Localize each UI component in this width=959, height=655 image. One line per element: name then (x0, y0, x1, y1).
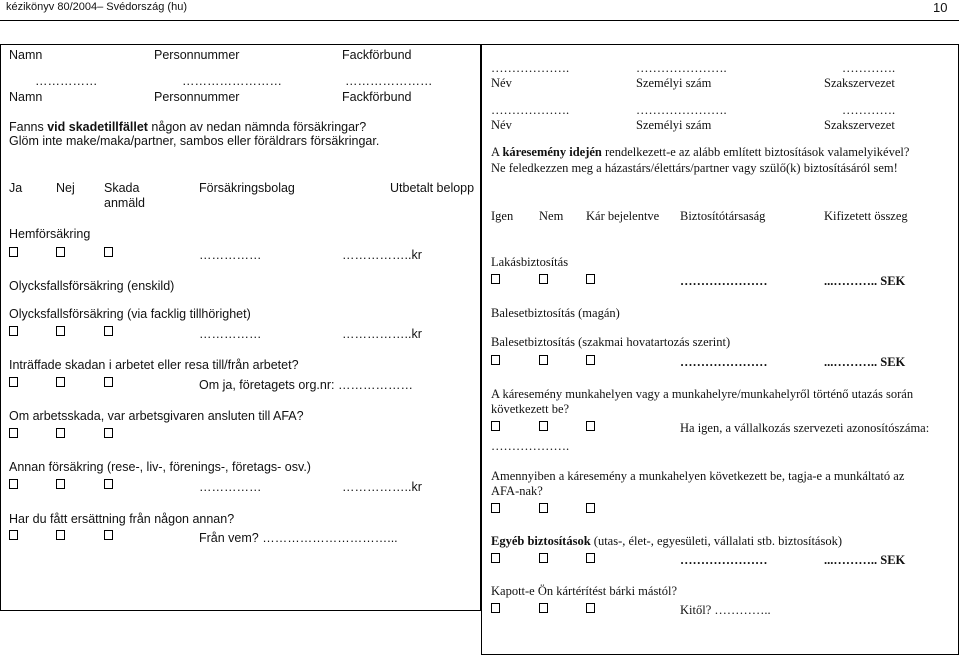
intraffade-ja-checkbox[interactable] (9, 377, 18, 387)
personnummer-label-2: Personnummer (154, 90, 240, 104)
baleset-igen-checkbox[interactable] (491, 355, 500, 365)
document-header-title: kézikönyv 80/2004– Svédország (hu) (6, 1, 187, 13)
afa-question-line1: Amennyiben a káresemény a munkahelyen következett be, tagja-e a munkáltató az (491, 469, 905, 483)
nev-dots-1: ………………. (491, 61, 570, 75)
afa-nem-checkbox[interactable] (539, 503, 548, 513)
munkahely-question-line1: A káresemény munkahelyen vagy a munkahelyre/munkahelyről történő utazás során (491, 387, 914, 401)
afa-nej-checkbox[interactable] (56, 428, 65, 438)
baleset-nem-checkbox[interactable] (539, 355, 548, 365)
hem-company-dots: …………… (199, 248, 262, 262)
egyeb-igen-checkbox[interactable] (491, 553, 500, 563)
question-insurance-hu: A káresemény idején rendelkezett-e az alább említett biztosítások valamelyikével? (491, 145, 910, 159)
szemelyi-dots-2: …………………. (636, 103, 727, 117)
szakszervezet-dots-2: …………. (842, 103, 896, 117)
personnummer-dots: …………………… (182, 74, 282, 88)
munkahely-question-line2: következett be? (491, 402, 570, 416)
page-number: 10 (933, 0, 948, 15)
hem-skada-checkbox[interactable] (104, 247, 113, 257)
egyeb-company-dots: ………………… (680, 553, 768, 567)
afa-ja-checkbox[interactable] (9, 428, 18, 438)
lakas-kar-checkbox[interactable] (586, 274, 595, 284)
karterites-question: Kapott-e Ön kártérítést bárki mástól? (491, 584, 678, 598)
szemelyi-szam-label-2: Személyi szám (636, 118, 712, 132)
col-utbetalt-belopp: Utbetalt belopp (390, 181, 475, 195)
afa-question-line2: AFA-nak? (491, 484, 543, 498)
namn-label-1: Namn (9, 48, 43, 62)
balesetbiztositas-magan-label: Balesetbiztosítás (magán) (491, 306, 620, 320)
nev-label-2: Név (491, 118, 512, 132)
szakszervezet-label-1: Szakszervezet (824, 76, 895, 90)
nev-label-1: Név (491, 76, 512, 90)
olycks-skada-checkbox[interactable] (104, 326, 113, 336)
afa-kar-checkbox[interactable] (586, 503, 595, 513)
hem-ja-checkbox[interactable] (9, 247, 18, 257)
hem-nej-checkbox[interactable] (56, 247, 65, 257)
col-nem: Nem (539, 209, 564, 223)
header-rule (0, 20, 959, 21)
col-biztositotarsasag: Biztosítótársaság (680, 209, 766, 223)
question-insurance-sv: Fanns vid skadetillfället någon av nedan nämnda försäkringar? (9, 120, 367, 134)
munkahely-igen-checkbox[interactable] (491, 421, 500, 431)
annan-amount-dots: ……………..kr (342, 480, 422, 494)
fackforbund-label-2: Fackförbund (342, 90, 412, 104)
egyeb-biztositasok-label: Egyéb biztosítások (utas-, élet-, egyesületi, vállalati stb. biztosítások) (491, 534, 842, 548)
col-skada: Skada (104, 181, 140, 195)
baleset-kar-checkbox[interactable] (586, 355, 595, 365)
baleset-company-dots: ………………… (680, 355, 768, 369)
annan-ja-checkbox[interactable] (9, 479, 18, 489)
balesetbiztositas-szakmai-label: Balesetbiztosítás (szakmai hovatartozás szerint) (491, 335, 731, 349)
reminder-sv: Glöm inte make/maka/partner, sambos eller föräldrars försäkringar. (9, 134, 380, 148)
annan-nej-checkbox[interactable] (56, 479, 65, 489)
col-nej: Nej (56, 181, 75, 195)
intraffade-nej-checkbox[interactable] (56, 377, 65, 387)
olycks-company-dots: …………… (199, 327, 262, 341)
ersattning-skada-checkbox[interactable] (104, 530, 113, 540)
szemelyi-dots-1: …………………. (636, 61, 727, 75)
nev-dots-2: ………………. (491, 103, 570, 117)
lakasbiztositas-label: Lakásbiztosítás (491, 255, 569, 269)
olycksfall-facklig-label: Olycksfallsförsäkring (via facklig tillhörighet) (9, 307, 251, 321)
lakas-igen-checkbox[interactable] (491, 274, 500, 284)
szemelyi-szam-label-1: Személyi szám (636, 76, 712, 90)
szakszervezet-label-2: Szakszervezet (824, 118, 895, 132)
olycks-amount-dots: ……………..kr (342, 327, 422, 341)
szakszervezet-dots-1: …………. (842, 61, 896, 75)
olycks-nej-checkbox[interactable] (56, 326, 65, 336)
ersattning-question: Har du fått ersättning från någon annan? (9, 512, 235, 526)
afa-igen-checkbox[interactable] (491, 503, 500, 513)
col-ja: Ja (9, 181, 23, 195)
namn-dots: …………… (35, 74, 98, 88)
munkahely-kar-checkbox[interactable] (586, 421, 595, 431)
col-kar-bejelentve: Kár bejelentve (586, 209, 660, 223)
namn-label-2: Namn (9, 90, 43, 104)
ha-igen-azonosito-label: Ha igen, a vállalkozás szervezeti azonosítószáma: (680, 421, 930, 435)
olycks-ja-checkbox[interactable] (9, 326, 18, 336)
egyeb-kar-checkbox[interactable] (586, 553, 595, 563)
lakas-company-dots: ………………… (680, 274, 768, 288)
lakas-amount-dots: ...……….. SEK (824, 274, 906, 288)
annan-company-dots: …………… (199, 480, 262, 494)
hem-amount-dots: ……………..kr (342, 248, 422, 262)
ha-igen-dots: ………………. (491, 439, 570, 453)
personnummer-label-1: Personnummer (154, 48, 240, 62)
olycksfall-enskild-label: Olycksfallsförsäkring (enskild) (9, 279, 175, 293)
col-igen: Igen (491, 209, 514, 223)
lakas-nem-checkbox[interactable] (539, 274, 548, 284)
hemforsakring-label: Hemförsäkring (9, 227, 91, 241)
col-forsakringsbolag: Försäkringsbolag (199, 181, 295, 195)
karterites-igen-checkbox[interactable] (491, 603, 500, 613)
intraffade-skada-checkbox[interactable] (104, 377, 113, 387)
fackforbund-label-1: Fackförbund (342, 48, 412, 62)
col-anmald: anmäld (104, 196, 145, 210)
col-kifizetett-osszeg: Kifizetett összeg (824, 209, 908, 223)
afa-skada-checkbox[interactable] (104, 428, 113, 438)
fackforbund-dots: ………………… (345, 74, 433, 88)
baleset-amount-dots: ...……….. SEK (824, 355, 906, 369)
arbetsskada-question: Om arbetsskada, var arbetsgivaren ansluten till AFA? (9, 409, 304, 423)
egyeb-nem-checkbox[interactable] (539, 553, 548, 563)
ersattning-ja-checkbox[interactable] (9, 530, 18, 540)
annan-skada-checkbox[interactable] (104, 479, 113, 489)
karterites-nem-checkbox[interactable] (539, 603, 548, 613)
intraffade-question: Inträffade skadan i arbetet eller resa till/från arbetet? (9, 358, 299, 372)
fran-vem-label: Från vem? …………………………... (199, 531, 398, 545)
egyeb-amount-dots: ...……….. SEK (824, 553, 906, 567)
om-ja-orgnr-label: Om ja, företagets org.nr: ……………… (199, 378, 413, 392)
munkahely-nem-checkbox[interactable] (539, 421, 548, 431)
reminder-hu: Ne feledkezzen meg a házastárs/élettárs/partner vagy szülő(k) biztosításáról sem! (491, 161, 898, 175)
karterites-kar-checkbox[interactable] (586, 603, 595, 613)
ersattning-nej-checkbox[interactable] (56, 530, 65, 540)
annan-forsakring-label: Annan försäkring (rese-, liv-, förenings-, företags- osv.) (9, 460, 311, 474)
kitol-label: Kitől? ………….. (680, 603, 771, 617)
